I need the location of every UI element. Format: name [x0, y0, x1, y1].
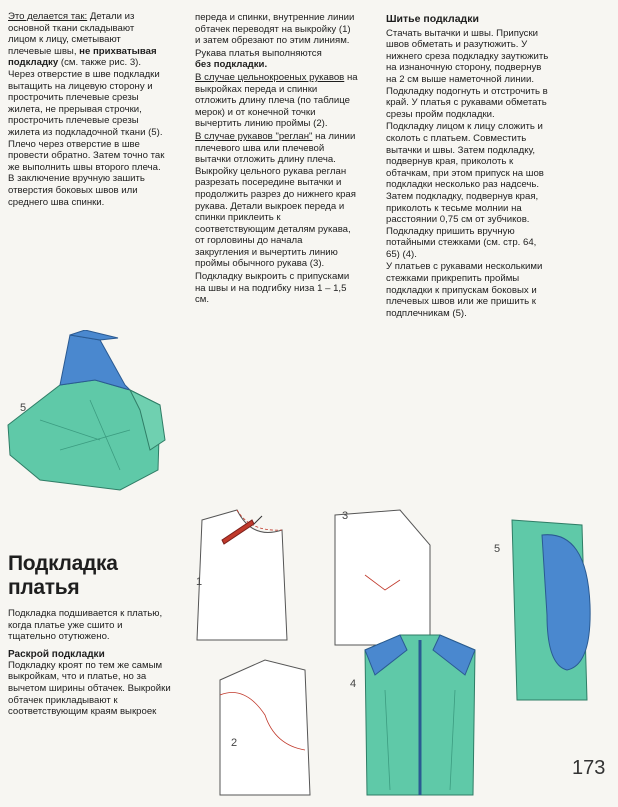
figure-vest-shoulder-seam	[0, 330, 175, 495]
col2-p2	[195, 48, 358, 71]
vest-illustration-4	[345, 630, 495, 800]
col2-p4	[195, 131, 358, 270]
figure-number: 5	[20, 402, 27, 414]
col2-p2-text: Рукава платья выполняются	[195, 47, 322, 59]
column-3	[386, 14, 551, 320]
col1-bold-text: не прихватывая подкладку	[8, 45, 157, 69]
col2-p1: переда и спинки, внутренние линии обтачек переводят на выкройку (1) и затем обрезают по этим линиям.	[195, 12, 355, 47]
figure-number: 2	[231, 737, 238, 749]
col3-heading: Шитье подкладки	[386, 13, 479, 25]
col2-p3-text: на выкройках переда и спинки отложить длину плеча (по таблице мерок) и от конечной точки вычертить линию проймы (2).	[195, 71, 358, 130]
section-lining	[8, 552, 172, 718]
column-2	[195, 12, 358, 307]
figure-number: 5	[494, 543, 501, 555]
figure-number: 3	[342, 510, 349, 522]
pattern-illustration-2	[215, 655, 335, 800]
figure-number: 1	[196, 576, 203, 588]
subsection-text: Подкладку кроят по тем же самым выкройкам, что и платье, но за вычетом ширины обтачек. Выкройки обтачек прикладывают к соответствующим краям выкроек	[8, 659, 171, 718]
subsection-heading: Раскрой подкладки	[8, 648, 105, 660]
figure-5-armhole	[492, 515, 602, 705]
figure-2-pattern	[215, 655, 335, 800]
page-number: 173	[572, 757, 606, 779]
section-intro: Подкладка подшивается к платью, когда платье уже сшито и тщательно отутюжено.	[8, 608, 163, 643]
col2-p3	[195, 72, 358, 130]
vest-illustration	[0, 330, 175, 495]
col1-text-a: Детали из основной ткани складывают лицом к лицу, сметывают плечевые швы,	[8, 11, 135, 57]
col3-p2: Подкладку лицом к лицу сложить и сколоть с платьем. Совместить вытачки и швы. Затем подкладку, подвернув края, приколоть к обтачкам, при этом припуск на шов подкладки несколько раз надсечь. Затем подкладку, подвернув края, приколоть к тесьме молнии на расстоянии 0,75 см от зубчиков. Подкладку пришить вручную потайными стежками (см. стр. 64, 65) (4).	[386, 121, 544, 260]
col1-paragraph	[8, 11, 165, 208]
col3-p3: У платьев с рукавами несколькими стежками прикрепить проймы подкладки к припускам боковых и плечевых швов или же пришить к подплечникам (5).	[386, 261, 543, 319]
armhole-illustration	[492, 515, 602, 705]
col2-p2-bold: без подкладки.	[195, 59, 268, 71]
col2-p4-underlined: В случае рукавов "реглан"	[195, 130, 313, 142]
figure-1-pattern	[192, 500, 312, 650]
lead-text: Это делается так:	[8, 11, 88, 22]
col2-p5: Подкладку выкроить с припусками на швы и на подгибку низа 1 – 1,5 см.	[195, 271, 350, 306]
pattern-illustration-1	[192, 500, 312, 650]
pattern-illustration-3	[330, 505, 440, 650]
section-title: Подкладка платья	[8, 552, 118, 599]
column-1	[8, 11, 165, 209]
col3-p1: Стачать вытачки и швы. Припуски швов обметать и разутюжить. У нижнего среза подкладку заутюжить на изнаночную сторону, подвернув на 2 см выше наметочной линии. Подкладку подогнуть и отстрочить в край. У платья с рукавами обметать срезы пройм подкладки.	[386, 27, 549, 120]
col1-text-b: (см. также рис. 3). Через отверстие в шве подкладки вытащить на лицевую сторону и прострочить плечевые срезы жилета, не прерывая строчки, прострочить плечевые срезы жилета из подкладочной ткани (5). Плечо через отверстие в шве провести обратно. Затем точно так же выполнить швы второго плеча. В заключение вручную зашить отверстия боковых швов или среднего шва спинки.	[8, 57, 165, 208]
figure-4-vest	[345, 630, 495, 800]
figure-3-pattern	[330, 505, 440, 650]
col2-p3-underlined: В случае цельнокроеных рукавов	[195, 71, 345, 83]
figure-number: 4	[350, 678, 357, 690]
col2-p4-text: на линии плечевого шва или плечевой вытачки отложить длину плеча. Выкройку цельного рукава реглан разрезать посередине вытачки и продолжить разрез до нижнего края рукава. Детали выкроек переда и спинки приклеить к соответствующим деталям рукава, от горловины до начала закругления и вычертить линию проймы обычного рукава (3).	[195, 130, 356, 270]
